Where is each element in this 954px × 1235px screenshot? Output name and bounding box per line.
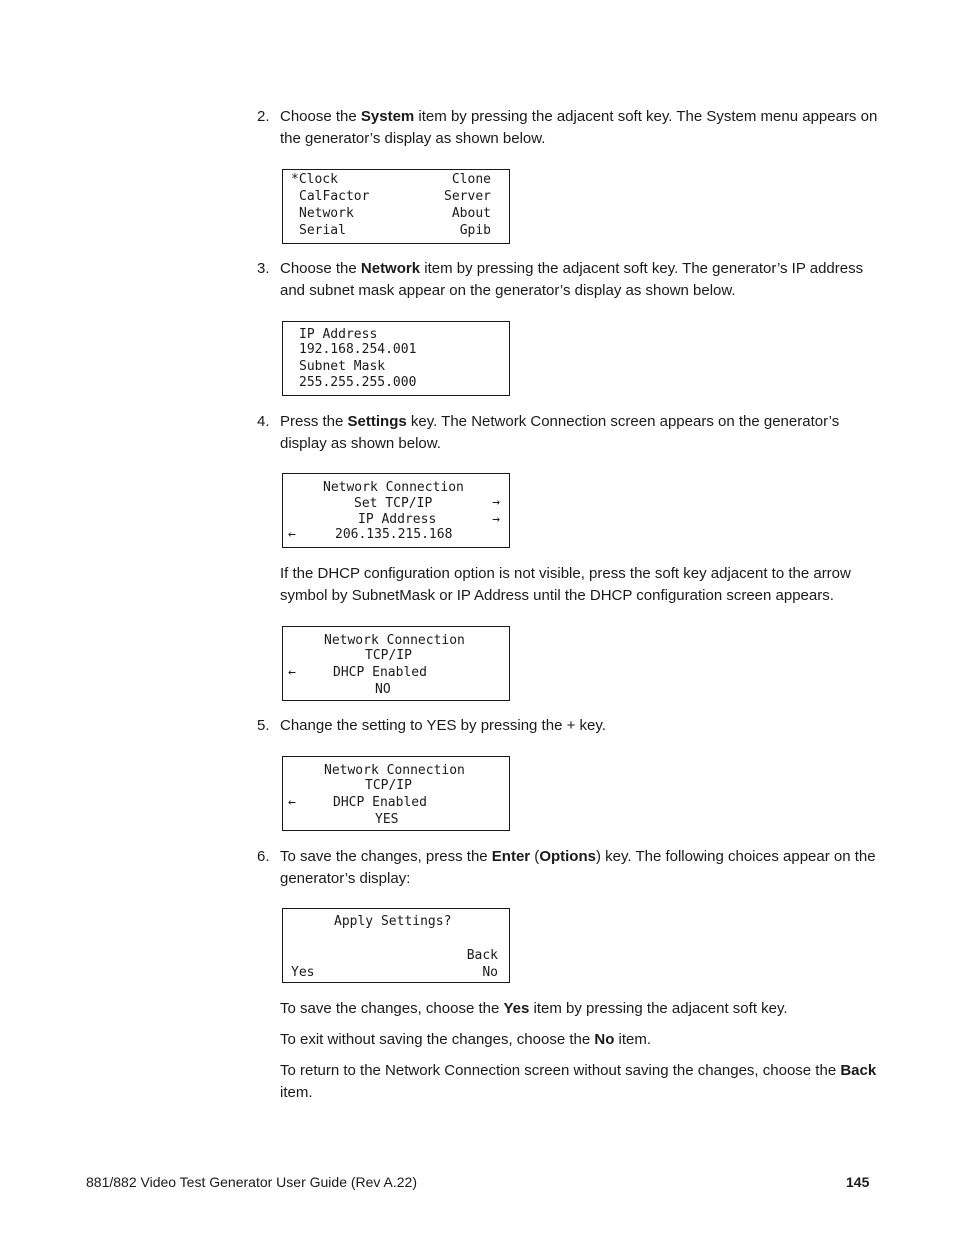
dhcp-no-display	[282, 626, 510, 701]
ip-address-label: IP Address	[299, 327, 378, 342]
footer-title: 881/882 Video Test Generator User Guide (Rev A.22)	[86, 1174, 418, 1190]
back-option: Back	[466, 948, 498, 963]
dhcp-value: YES	[375, 812, 399, 827]
menu-item-network: Network	[299, 206, 354, 221]
system-menu-display	[282, 169, 510, 244]
dhcp-enabled-label: DHCP Enabled	[333, 795, 427, 810]
page-number: 145	[846, 1174, 870, 1190]
step-number: 3.	[257, 260, 270, 277]
dhcp-yes-display	[282, 756, 510, 831]
menu-item-about: About	[451, 206, 491, 221]
menu-item-server: Server	[444, 189, 491, 204]
left-arrow-icon: ←	[288, 795, 296, 810]
ip-address-value: 192.168.254.001	[299, 342, 417, 357]
yes-option: Yes	[291, 965, 315, 980]
ip-address-label: IP Address	[358, 512, 437, 527]
step-number: 5.	[257, 717, 270, 734]
menu-item-calfactor: CalFactor	[299, 189, 370, 204]
no-option: No	[482, 965, 498, 980]
menu-item-gpib: Gpib	[459, 223, 491, 238]
ip-address-value: 206.135.215.168	[335, 527, 453, 542]
step-6-text: To save the changes, press the Enter (Options) key. The following choices appear on the generator’s display:	[280, 848, 876, 887]
step-number: 2.	[257, 108, 270, 125]
right-arrow-icon: →	[492, 495, 500, 510]
subnet-mask-value: 255.255.255.000	[299, 375, 417, 390]
step-2-text: Choose the System item by pressing the adjacent soft key. The System menu appears on the generator’s display as shown below.	[280, 108, 878, 147]
step-4-text: Press the Settings key. The Network Connection screen appears on the generator’s display as shown below.	[280, 413, 840, 452]
dhcp-note: If the DHCP configuration option is not visible, press the soft key adjacent to the arrow symbol by SubnetMask or IP Address until the DHCP configuration screen appears.	[280, 565, 851, 604]
ip-address-display	[282, 321, 510, 396]
screen-title: Network Connection	[323, 480, 464, 495]
apply-settings-display	[282, 908, 510, 983]
screen-title: Network Connection	[324, 763, 465, 778]
tcpip-label: TCP/IP	[365, 778, 412, 793]
dhcp-enabled-label: DHCP Enabled	[333, 665, 427, 680]
exit-note: To exit without saving the changes, choose the No item.	[280, 1031, 652, 1048]
screen-title: Network Connection	[324, 633, 465, 648]
step-3-text: Choose the Network item by pressing the adjacent soft key. The generator’s IP address and subnet mask appear on the generator’s display as shown below.	[280, 260, 864, 299]
set-tcpip-label: Set TCP/IP	[354, 496, 433, 511]
left-arrow-icon: ←	[288, 665, 296, 680]
left-arrow-icon: ←	[288, 527, 296, 542]
right-arrow-icon: →	[492, 512, 500, 527]
menu-item-serial: Serial	[299, 223, 346, 238]
back-note: To return to the Network Connection screen without saving the changes, choose the Back item.	[280, 1062, 877, 1101]
subnet-mask-label: Subnet Mask	[299, 359, 386, 374]
step-5-text: Change the setting to YES by pressing the + key.	[280, 717, 606, 734]
network-connection-display	[282, 473, 510, 548]
menu-item-clock: *Clock	[291, 172, 338, 187]
tcpip-label: TCP/IP	[365, 648, 412, 663]
apply-settings-prompt: Apply Settings?	[334, 914, 452, 929]
step-number: 4.	[257, 413, 270, 430]
step-number: 6.	[257, 848, 270, 865]
menu-item-clone: Clone	[451, 172, 491, 187]
dhcp-value: NO	[375, 682, 391, 697]
save-note: To save the changes, choose the Yes item by pressing the adjacent soft key.	[280, 1000, 788, 1017]
